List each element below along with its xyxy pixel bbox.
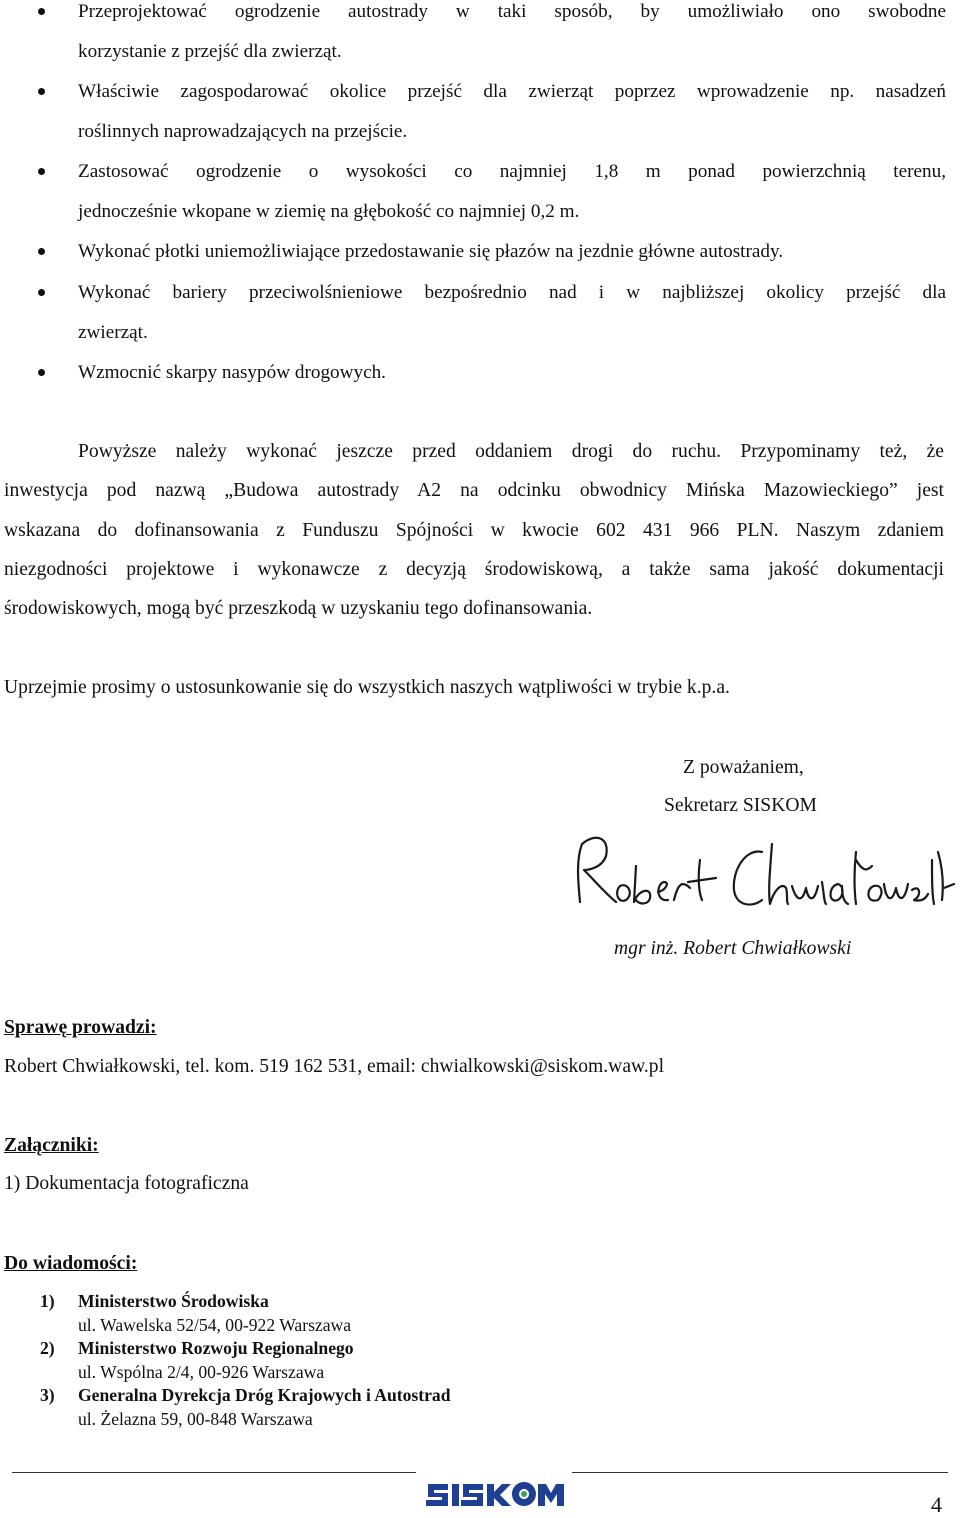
list-item-line: Wzmocnić skarpy nasypów drogowych. [78,362,386,383]
list-item-line: Przeprojektować ogrodzenie autostrady w taki sposób, by umożliwiało ono swobodne [78,1,946,22]
list-item [0,80,946,160]
attachments-heading: Załączniki: [4,1135,99,1156]
list-item [0,160,946,240]
recipient-number: 3) [40,1385,55,1405]
list-item-line: Wykonać bariery przeciwolśnieniowe bezpośrednio nad i w najbliższej okolicy przejść dla [78,282,946,303]
footer-divider [12,1472,416,1473]
case-handler-details: Robert Chwiałkowski, tel. kom. 519 162 531, email: chwialkowski@siskom.waw.pl [4,1056,665,1077]
bullet-dot [38,88,45,95]
recipients-list [40,1290,451,1431]
bullet-dot [38,248,45,255]
recipient-name: Ministerstwo Środowiska [78,1291,269,1311]
request-text: Uprzejmie prosimy o ustosunkowanie się do wszystkich naszych wątpliwości w trybie k.p.a. [4,677,730,698]
signer-name: mgr inż. Robert Chwiałkowski [614,938,852,959]
footer-divider [572,1472,948,1473]
list-item-line: korzystanie z przejść dla zwierząt. [78,41,342,62]
body-paragraph [4,440,944,636]
paragraph-line: niezgodności projektowe i wykonawcze z decyzją środowiskową, a także sama jakość dokumentacji [4,558,944,580]
closing-greeting: Z poważaniem, [683,757,804,778]
bullet-dot [38,168,45,175]
bullet-dot [38,8,45,15]
recipient-address: ul. Wawelska 52/54, 00-922 Warszawa [78,1314,352,1335]
list-item [0,240,946,280]
siskom-logo [424,1472,564,1512]
closing-role: Sekretarz SISKOM [664,795,817,816]
list-item [0,281,946,361]
recipients-heading: Do wiadomości: [4,1253,138,1274]
list-item-line: jednocześnie wkopane w ziemię na głębokość co najmniej 0,2 m. [78,201,580,222]
recipient-number: 1) [40,1291,55,1311]
paragraph-line: środowiskowych, mogą być przeszkodą w uzyskaniu tego dofinansowania. [4,598,593,620]
recipient-item [40,1337,451,1384]
list-item-line: Właściwie zagospodarować okolice przejść dla zwierząt poprzez wprowadzenie np. nasadzeń [78,81,946,102]
list-item-line: Wykonać płotki uniemożliwiające przedostawanie się płazów na jezdnie główne autostrady. [78,241,784,262]
attachment-item: 1) Dokumentacja fotograficzna [4,1173,249,1194]
list-item-line: Zastosować ogrodzenie o wysokości co najmniej 1,8 m ponad powierzchnią terenu, [78,161,946,182]
list-item [0,0,946,80]
paragraph-line: wskazana do dofinansowania z Funduszu Spójności w kwocie 602 431 966 PLN. Naszym zdaniem [4,519,944,541]
paragraph-line: Powyższe należy wykonać jeszcze przed oddaniem drogi do ruchu. Przypominamy też, że [78,441,944,462]
paragraph-line: inwestycja pod nazwą „Budowa autostrady A2 na odcinku obwodnicy Mińska Mazowieckiego” jest [4,480,944,502]
list-item-line: roślinnych naprowadzających na przejście. [78,121,408,142]
recipient-name: Generalna Dyrekcja Dróg Krajowych i Autostrad [78,1385,451,1405]
bullet-dot [38,369,45,376]
recipient-item [40,1384,451,1431]
page-number: 4 [931,1492,942,1517]
recipient-address: ul. Żelazna 59, 00-848 Warszawa [78,1408,313,1429]
recipient-item [40,1290,451,1337]
recipient-number: 2) [40,1338,55,1358]
recipient-name: Ministerstwo Rozwoju Regionalnego [78,1338,354,1358]
list-item [0,361,946,401]
list-item-line: zwierząt. [78,322,148,343]
case-handler-heading: Sprawę prowadzi: [4,1017,157,1038]
recipient-address: ul. Wspólna 2/4, 00-926 Warszawa [78,1361,325,1382]
bullet-dot [38,289,45,296]
signature-image [566,830,956,922]
